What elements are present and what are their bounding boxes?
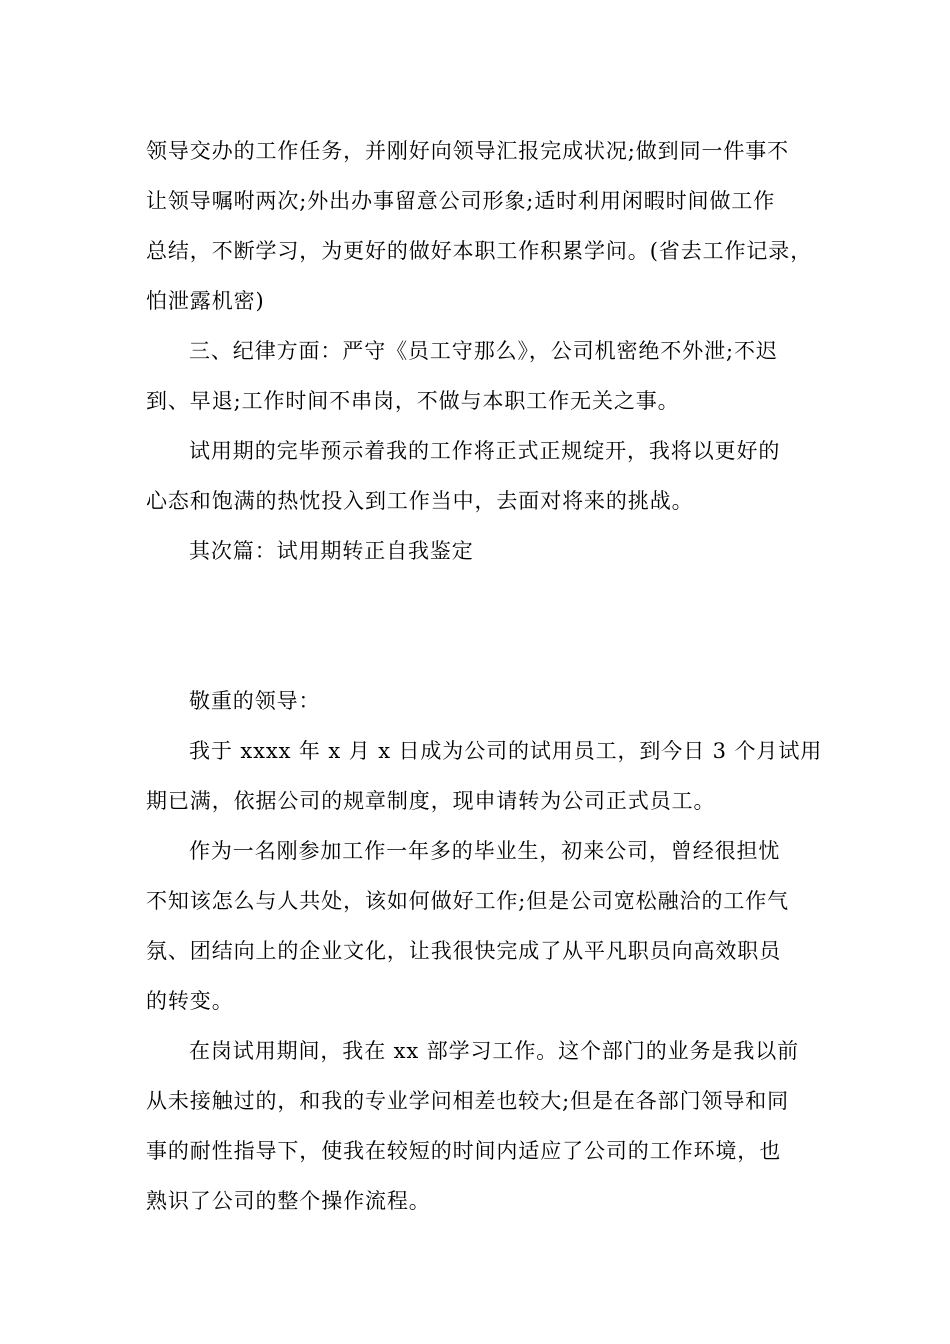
text-line: 作为一名刚参加工作一年多的毕业生，初来公司，曾经很担忧 [189,839,781,863]
text-line: 到、早退;工作时间不串岗，不做与本职工作无关之事。 [146,389,680,413]
text-line: 事的耐性指导下，使我在较短的时间内适应了公司的工作环境，也 [146,1139,782,1163]
text-line: 熟识了公司的整个操作流程。 [146,1189,431,1213]
section-heading: 其次篇：试用期转正自我鉴定 [189,539,474,563]
text-line: 怕泄露机密) [146,289,265,313]
text-line: 总结，不断学习，为更好的做好本职工作积累学问。(省去工作记录， [146,239,813,263]
text-line: 从未接触过的，和我的专业学问相差也较大;但是在各部门领导和同 [146,1089,790,1113]
salutation: 敬重的领导： [189,689,321,713]
text-line: 期已满，依据公司的规章制度，现申请转为公司正式员工。 [146,789,716,813]
text-line: 让领导嘱咐两次;外出办事留意公司形象;适时利用闲暇时间做工作 [146,189,776,213]
text-line: 领导交办的工作任务，并刚好向领导汇报完成状况;做到同一件事不 [146,139,790,163]
text-line: 的转变。 [146,989,234,1013]
text-line: 不知该怎么与人共处，该如何做好工作;但是公司宽松融洽的工作气 [146,889,790,913]
text-line: 我于 xxxx 年 x 月 x 日成为公司的试用员工，到今日 3 个月试用 [189,739,823,763]
text-line: 氛、团结向上的企业文化，让我很快完成了从平凡职员向高效职员 [146,939,782,963]
text-line: 试用期的完毕预示着我的工作将正式正规绽开，我将以更好的 [189,439,781,463]
text-line: 心态和饱满的热忱投入到工作当中，去面对将来的挑战。 [146,489,694,513]
text-line: 三、纪律方面：严守《员工守那么》，公司机密绝不外泄;不迟 [189,339,778,363]
text-line: 在岗试用期间，我在 xx 部学习工作。这个部门的业务是我以前 [189,1039,800,1063]
